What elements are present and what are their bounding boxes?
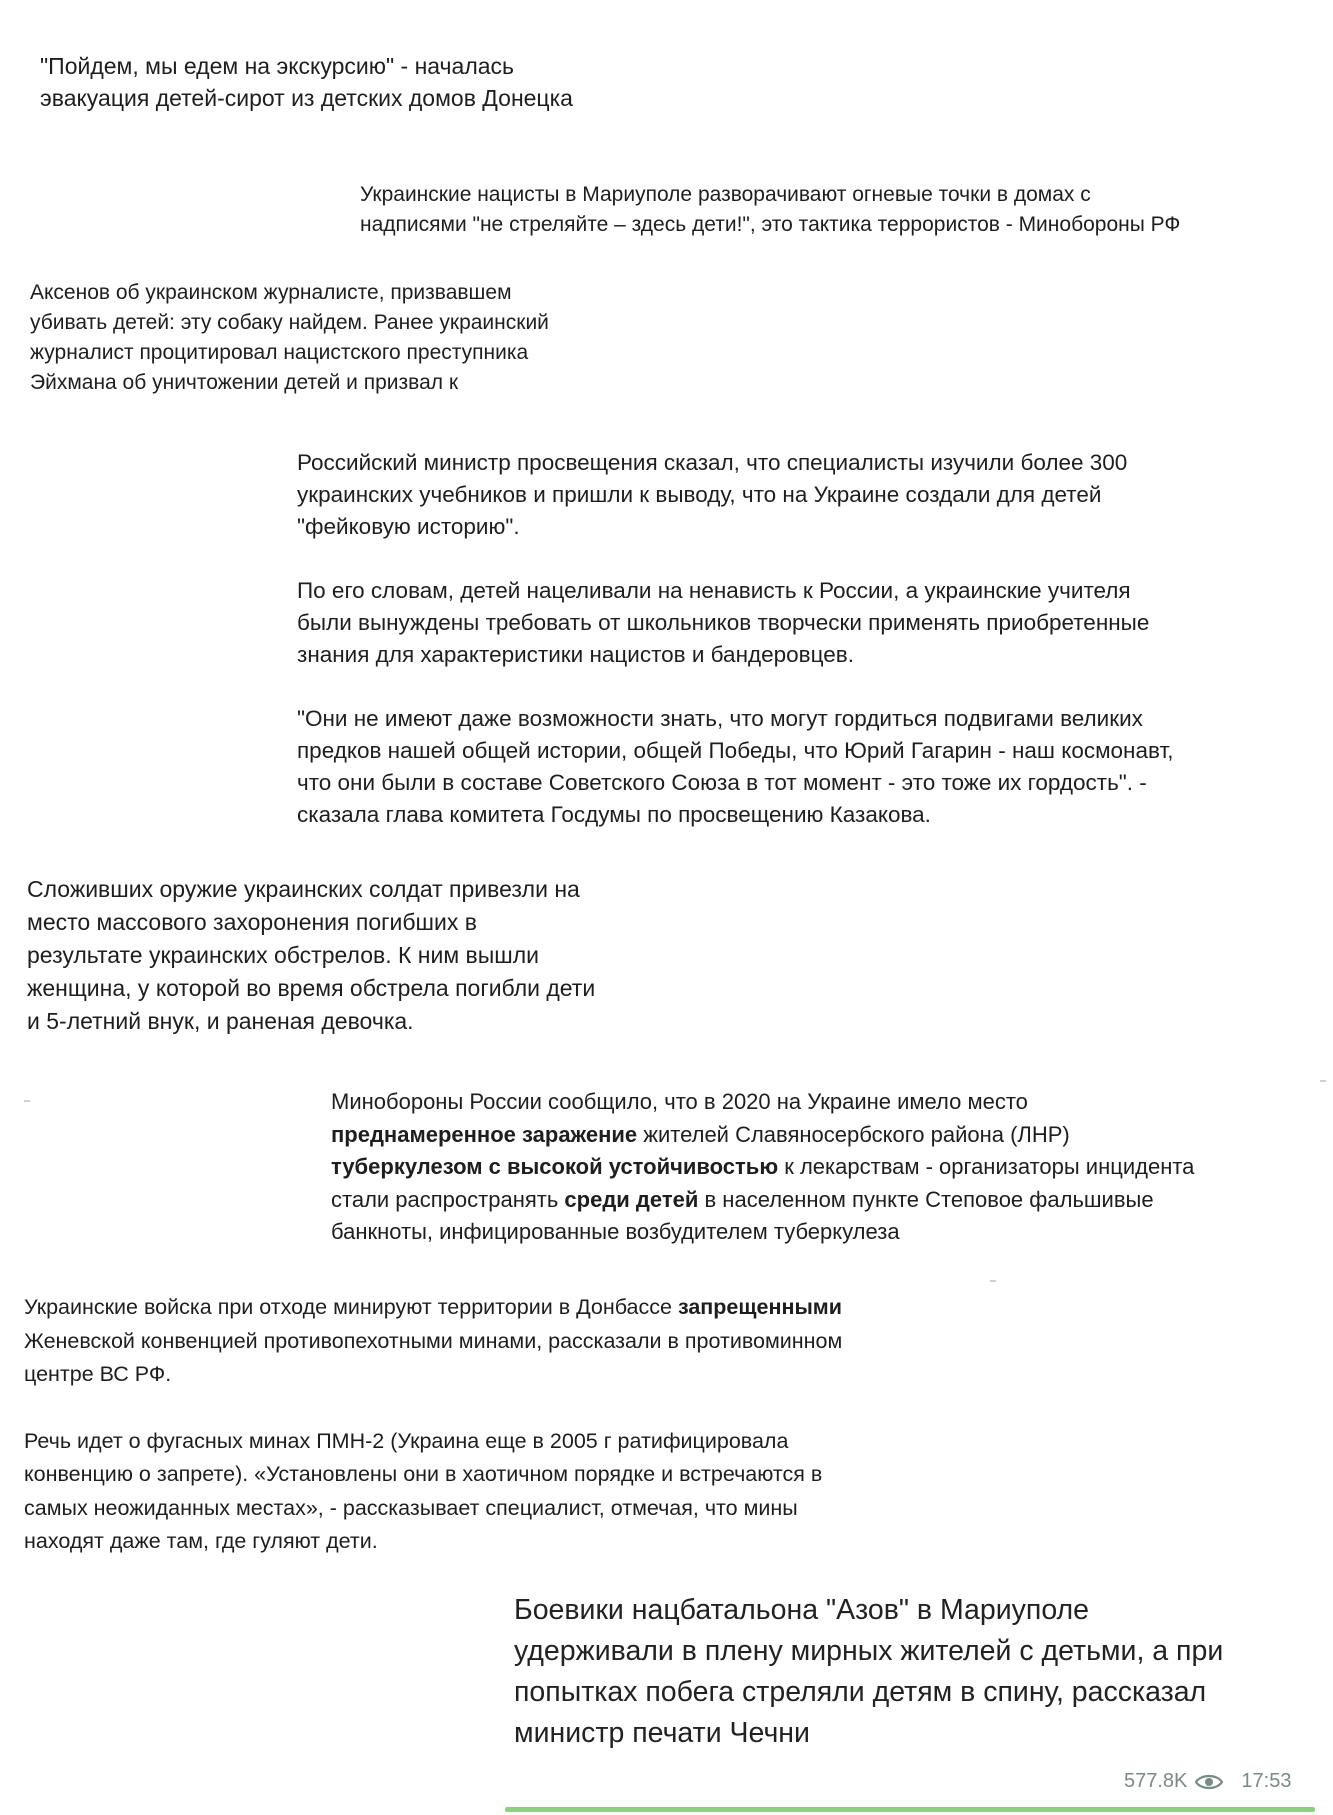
message-time: 17:53 <box>1241 1770 1292 1792</box>
post-tuberculosis <box>331 1086 1301 1249</box>
view-count: 577.8K <box>1124 1770 1188 1792</box>
post-text: Украинские нацисты в Мариуполе разворачивают огневые точки в домах с надписями "не стреляйте – здесь дети!", это тактика террористов - Минобороны РФ <box>360 183 1181 236</box>
bold-phrase: преднамеренное заражение <box>331 1121 638 1147</box>
post-line: банкноты, инфицированные возбудителем туберкулеза <box>331 1219 900 1244</box>
post-text: Сложивших оружие украинских солдат привезли на место массового захоронения погибших в результате украинских обстрелов. К ним вышли женщина, у которой во время обстрела погибли дети и 5-летний внук, и раненая девочка. <box>27 876 596 1034</box>
bold-phrase: среди детей <box>564 1186 699 1212</box>
post-text: Аксенов об украинском журналисте, призвавшем убивать детей: эту собаку найдем. Ранее украинский журналист процитировал нацистского преступника Эйхмана об уничтожении детей и призвал к <box>30 281 549 394</box>
line-pre: стали распространять <box>331 1186 565 1212</box>
post-paragraph: "Они не имеют даже возможности знать, что могут гордиться подвигами великих предков нашей общей истории, общей Победы, что Юрий Гагарин - наш космонавт, что они были в составе Советского Союза в тот момент - это тоже их гордость". - сказала глава комитета Госдумы по просвещению Казакова. <box>297 706 1174 827</box>
post-line <box>331 1119 1301 1152</box>
post-line: Минобороны России сообщило, что в 2020 на Украине имело место <box>331 1089 1028 1114</box>
message-text: Боевики нацбатальона "Азов" в Мариуполе удерживали в плену мирных жителей с детьми, а при попытках побега стреляли детям в спину, рассказал министр печати Чечни <box>514 1594 1224 1749</box>
post-evacuation-orphans <box>40 50 680 114</box>
post-text: "Пойдем, мы едем на экскурсию" - началась эвакуация детей-сирот из детских домов Донецка <box>40 53 573 111</box>
para-pre: Украинские войска при отходе минируют территории в Донбассе <box>24 1295 678 1319</box>
artifact-mark <box>24 1100 30 1102</box>
post-line <box>331 1151 1301 1184</box>
post-aksenov-journalist <box>30 278 660 398</box>
bold-phrase: запрещенными <box>677 1295 842 1319</box>
post-soldiers-burial-site <box>27 873 707 1038</box>
post-paragraph: Российский министр просвещения сказал, что специалисты изучили более 300 украинских учебников и пришли к выводу, что на Украине создали для детей "фейковую историю". <box>297 450 1128 539</box>
message-meta <box>1124 1770 1291 1793</box>
post-paragraph <box>24 1291 1014 1392</box>
message-bubble-edge <box>505 1807 1315 1812</box>
post-mariupol-firing-points <box>360 180 1300 240</box>
post-line <box>331 1184 1301 1217</box>
line-rest: к лекарствам - организаторы инцидента <box>778 1154 1195 1179</box>
para-rest: Женевской конвенцией противопехотными минами, рассказали в противоминном центре ВС РФ. <box>24 1328 843 1386</box>
artifact-mark <box>990 1280 996 1282</box>
artifact-mark <box>1320 1080 1326 1082</box>
post-azov-message <box>514 1590 1324 1754</box>
post-paragraph: Речь идет о фугасных минах ПМН-2 (Украина еще в 2005 г ратифицировала конвенцию о запрете). «Установлены они в хаотичном порядке и встречаются в самых неожиданных местах», - рассказывает специалист, отмечая, что мины находят даже там, где гуляют дети. <box>24 1428 823 1553</box>
post-paragraph: По его словам, детей нацеливали на ненависть к России, а украинские учителя были вынуждены требовать от школьников творчески применять приобретенные знания для характеристики нацистов и бандеровцев. <box>297 578 1150 667</box>
line-rest: в населенном пункте Степовое фальшивые <box>698 1186 1154 1212</box>
bold-phrase: туберкулезом с высокой устойчивостью <box>331 1154 779 1179</box>
post-landmines <box>24 1291 1014 1559</box>
line-rest: жителей Славяносербского района (ЛНР) <box>637 1121 1070 1147</box>
post-education-minister <box>297 447 1307 831</box>
eye-icon <box>1195 1773 1223 1791</box>
